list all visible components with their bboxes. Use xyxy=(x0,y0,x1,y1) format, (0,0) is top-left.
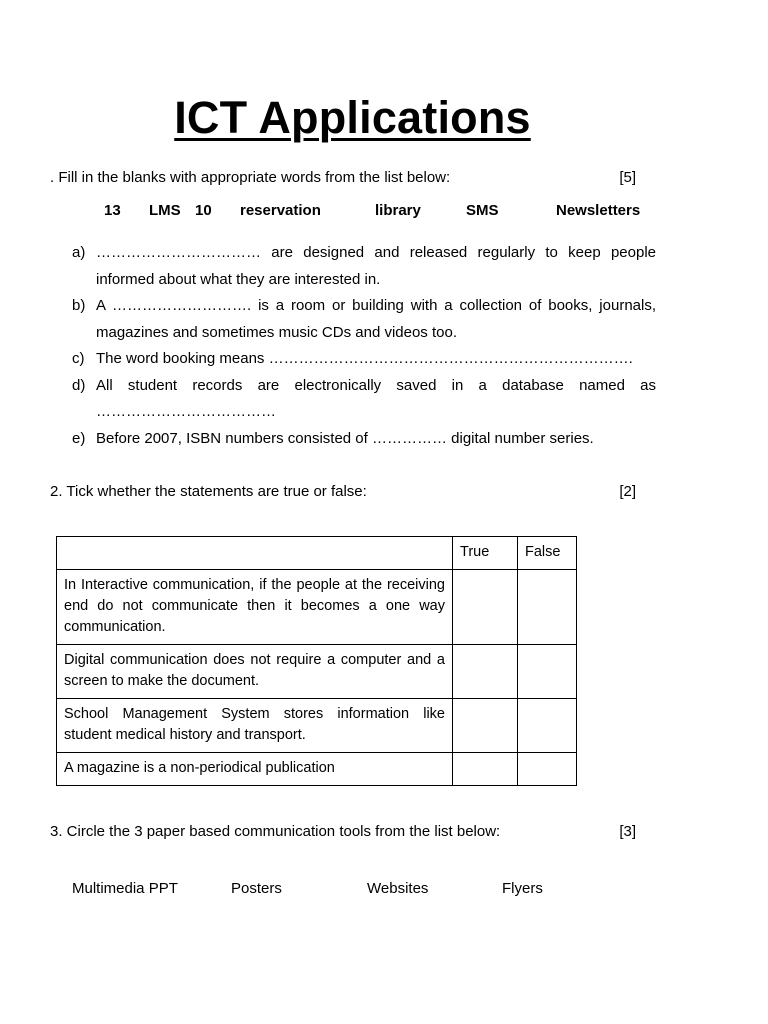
statement-cell: In Interactive communication, if the people at the receiving end do not communicate then it becomes a one way communication. xyxy=(57,570,453,645)
table-row xyxy=(57,570,577,645)
tool-option[interactable]: Websites xyxy=(367,880,429,897)
question-3 xyxy=(50,823,636,840)
question-1-prompt: . Fill in the blanks with appropriate words from the list below: xyxy=(50,169,451,186)
tools-list xyxy=(0,880,768,900)
tool-option[interactable]: Posters xyxy=(231,880,282,897)
page-title: ICT Applications xyxy=(174,92,531,143)
false-tick-cell[interactable] xyxy=(518,645,577,699)
table-row xyxy=(57,699,577,753)
item-label: c) xyxy=(72,350,85,367)
item-text: Before 2007, ISBN numbers consisted of …………… digital number series. xyxy=(96,429,594,447)
item-text: A ………………………. is a room or building with a collection of books, journals, magazines and sometimes music CDs and videos too. xyxy=(96,297,656,341)
item-text: The word booking means ………………………………………………………………. xyxy=(96,350,633,367)
tool-option[interactable]: Flyers xyxy=(502,880,543,897)
question-3-marks: [3] xyxy=(619,823,636,840)
true-tick-cell[interactable] xyxy=(453,570,518,645)
fill-blank-item xyxy=(72,240,656,293)
true-tick-cell[interactable] xyxy=(453,753,518,786)
question-2-prompt: 2. Tick whether the statements are true or false: xyxy=(50,483,367,500)
true-tick-cell[interactable] xyxy=(453,699,518,753)
word-list xyxy=(0,202,768,222)
question-2 xyxy=(50,483,636,500)
statement-cell: A magazine is a non-periodical publication xyxy=(57,753,453,786)
false-tick-cell[interactable] xyxy=(518,753,577,786)
fill-blank-item xyxy=(72,373,656,426)
fill-blank-item xyxy=(72,426,656,453)
header-true: True xyxy=(453,537,518,570)
table-header-row xyxy=(57,537,577,570)
false-tick-cell[interactable] xyxy=(518,570,577,645)
fill-blank-list xyxy=(72,240,656,452)
fill-blank-item xyxy=(72,293,656,346)
item-text: All student records are electronically saved in a database named as ……………………………… xyxy=(96,376,656,420)
question-1 xyxy=(50,169,636,186)
header-false: False xyxy=(518,537,577,570)
table-row xyxy=(57,753,577,786)
item-label: a) xyxy=(72,244,86,261)
word-list-item: 10 xyxy=(195,202,212,219)
statement-cell: Digital communication does not require a computer and a screen to make the document. xyxy=(57,645,453,699)
table-row xyxy=(57,645,577,699)
false-tick-cell[interactable] xyxy=(518,699,577,753)
question-1-marks: [5] xyxy=(619,169,636,186)
item-text: …………………………… are designed and released regularly to keep people informed about what they are interested in. xyxy=(96,244,656,288)
header-statement-cell xyxy=(57,537,453,570)
word-list-item: LMS xyxy=(149,202,181,219)
statement-cell: School Management System stores information like student medical history and transport. xyxy=(57,699,453,753)
true-tick-cell[interactable] xyxy=(453,645,518,699)
question-2-marks: [2] xyxy=(619,483,636,500)
item-label: e) xyxy=(72,429,86,447)
word-list-item: 13 xyxy=(104,202,121,219)
word-list-item: SMS xyxy=(466,202,499,219)
fill-blank-item xyxy=(72,346,656,373)
item-label: b) xyxy=(72,297,86,314)
question-3-prompt: 3. Circle the 3 paper based communication tools from the list below: xyxy=(50,823,501,840)
word-list-item: reservation xyxy=(240,202,321,219)
true-false-table xyxy=(56,536,577,786)
item-label: d) xyxy=(72,376,86,394)
tool-option[interactable]: Multimedia PPT xyxy=(72,880,178,897)
word-list-item: Newsletters xyxy=(556,202,641,219)
word-list-item: library xyxy=(375,202,421,219)
